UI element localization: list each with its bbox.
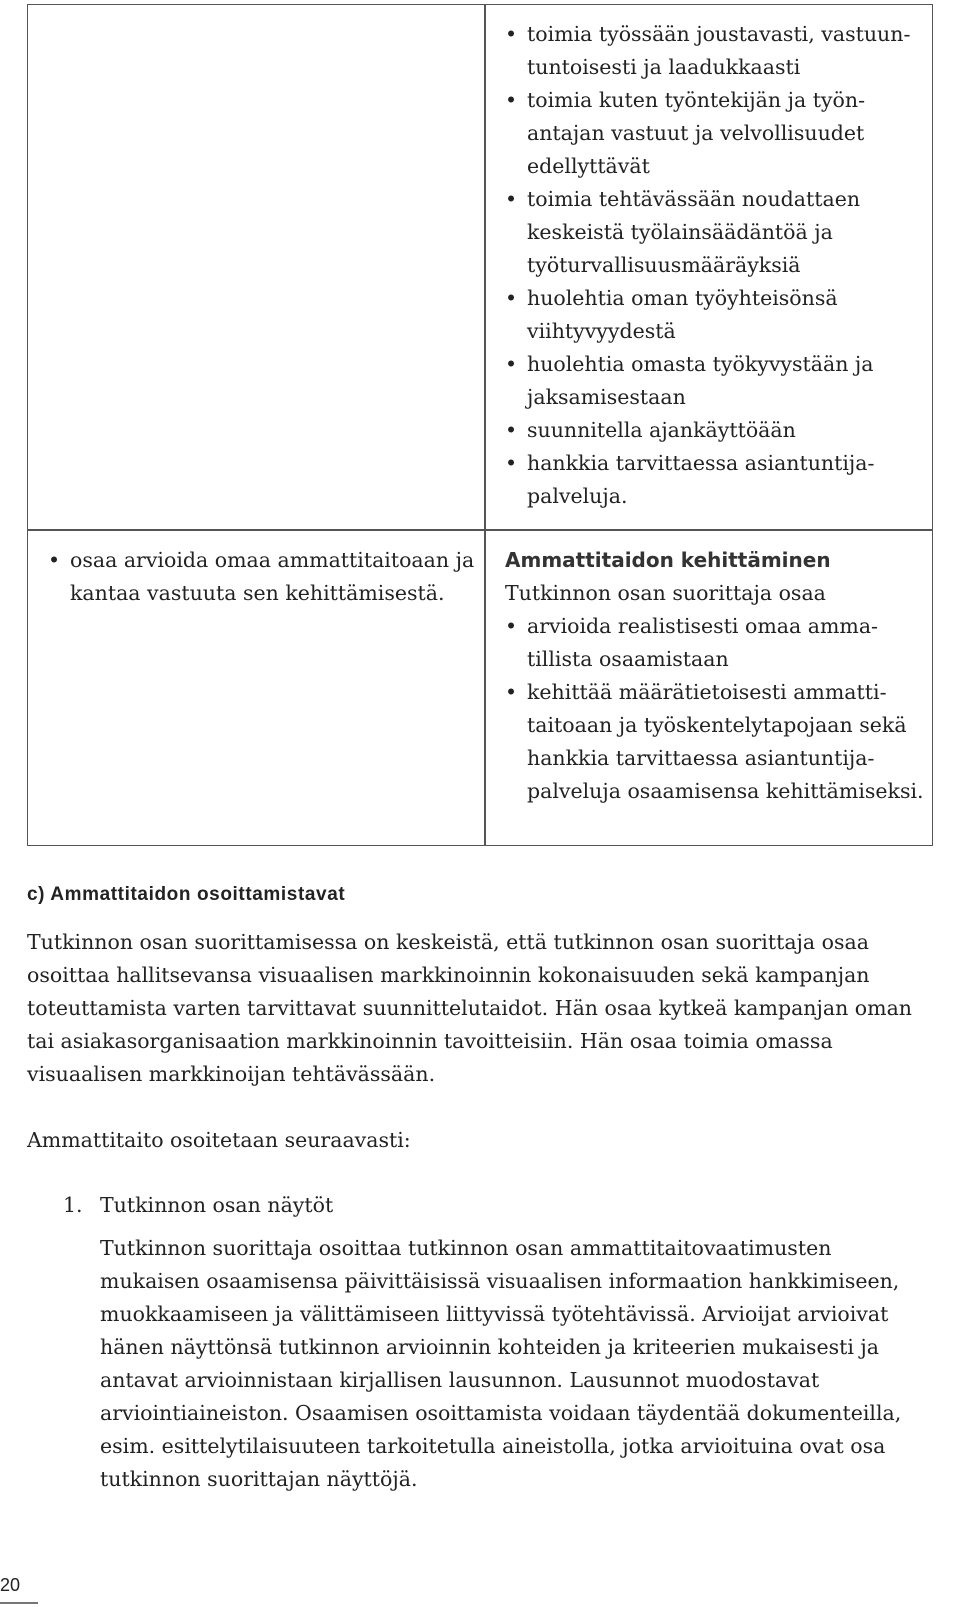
list-item: • toimia tehtävässään noudattaen keskeistä työlainsäädäntöä ja työturvallisuusmääräyksiä — [505, 183, 925, 282]
list-item: • hankkia tarvittaessa asiantuntijapalveluja. — [505, 447, 925, 513]
criteria-table — [27, 4, 933, 846]
work-skills-list — [505, 18, 925, 513]
list-item: • osaa arvioida omaa ammattitaitoaan ja kantaa vastuuta sen kehittämisestä. — [48, 544, 478, 610]
list-item: • huolehtia omasta työkyvystään ja jaksamisestaan — [505, 348, 925, 414]
section-intro: Tutkinnon osan suorittaja osaa — [505, 581, 826, 605]
table-cell-r1-left — [27, 4, 486, 531]
section-title: Ammattitaidon kehittäminen — [505, 548, 831, 572]
list-item: • toimia kuten työntekijän ja työnantajan vastuut ja velvollisuudet edellyttävät — [505, 84, 925, 183]
list-item: • huolehtia oman työyhteisönsä viihtyvyydestä — [505, 282, 925, 348]
list-number: 1. — [63, 1193, 83, 1217]
table-cell-r2-right — [484, 529, 933, 846]
assessment-target-list — [48, 544, 478, 610]
table-cell-r1-right — [484, 4, 933, 531]
paragraph: Ammattitaito osoitetaan seuraavasti: — [27, 1128, 411, 1152]
section-heading: c) Ammattitaidon osoittamistavat — [27, 884, 346, 905]
page-number-rule — [0, 1602, 38, 1604]
development-skills-list — [505, 610, 925, 808]
list-item: • toimia työssään joustavasti, vastuuntuntoisesti ja laadukkaasti — [505, 18, 925, 84]
table-cell-r2-left — [27, 529, 486, 846]
paragraph: Tutkinnon osan suorittamisessa on keskeistä, että tutkinnon osan suorittaja osaa osoittaa hallitsevansa visuaalisen markkinoinnin kokonaisuuden sekä kampanjan toteuttamista varten tarvittavat suunnittelutaidot. Hän osaa kytkeä kampanjan oman tai asiakasorganisaation markkinoinnin tavoitteisiin. Hän osaa toimia omassa visuaalisen markkinoijan tehtävässään. — [27, 930, 913, 1086]
list-title: Tutkinnon osan näytöt — [100, 1193, 334, 1217]
paragraph: Tutkinnon suorittaja osoittaa tutkinnon osan ammattitaitovaatimusten mukaisen osaamisensa päivittäisissä visuaalisen informaation hankkimiseen, muokkaamiseen ja välittämiseen liittyvissä työtehtävissä. Arvioijat arvioivat hänen näyttönsä tutkinnon arvioinnin kohteiden ja kriteerien mukaisesti ja antavat arvioinnistaan kirjallisen lausunnon. Lausunnot muodostavat arviointiaineiston. Osaamisen osoittamista voidaan täydentää dokumenteilla, esim. esittelytilaisuuteen tarkoitetulla aineistolla, jotka arvioituina ovat osa tutkinnon suorittajan näyttöjä. — [100, 1236, 902, 1491]
page-number: 20 — [0, 1575, 21, 1595]
list-item: • suunnitella ajankäyttöään — [505, 414, 925, 447]
list-item: • kehittää määrätietoisesti ammattitaitoaan ja työskentelytapojaan sekä hankkia tarvittaessa asiantuntijapalveluja osaamisensa kehittämiseksi. — [505, 676, 925, 808]
list-item: • arvioida realistisesti omaa ammatillista osaamistaan — [505, 610, 925, 676]
